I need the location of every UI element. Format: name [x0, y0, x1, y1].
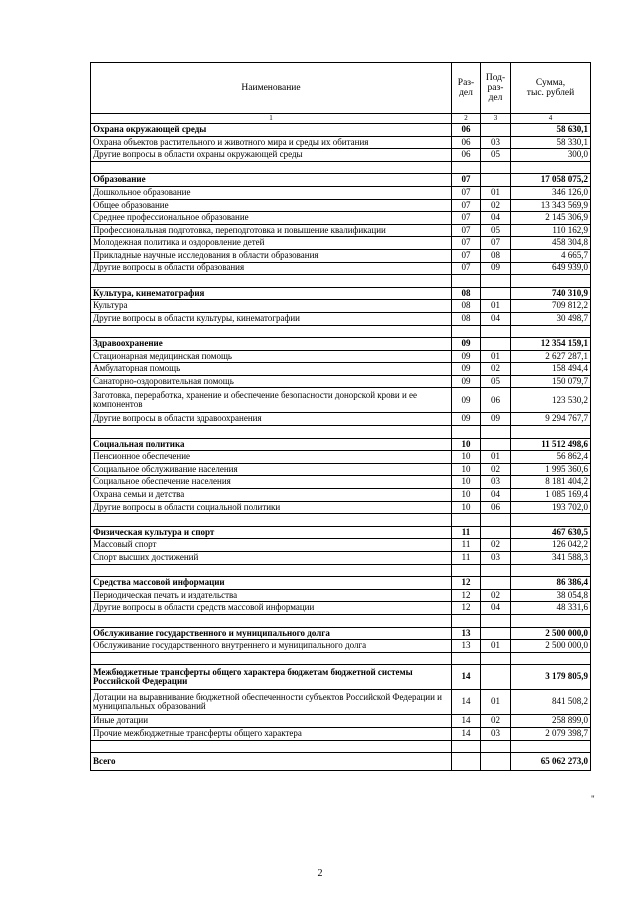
row-subsection: 01 — [481, 690, 511, 715]
table-row — [91, 727, 591, 740]
row-name: Прикладные научные исследования в области образования — [91, 249, 452, 262]
row-name: Периодическая печать и издательства — [91, 589, 452, 602]
table-row — [91, 224, 591, 237]
row-subsection: 01 — [481, 186, 511, 199]
row-subsection: 05 — [481, 149, 511, 162]
header-section: Раз- дел — [452, 63, 481, 114]
row-sum: 341 588,3 — [511, 552, 591, 565]
section-total-row — [91, 665, 591, 690]
header-subsection: Под- раз- дел — [481, 63, 511, 114]
table-row — [91, 640, 591, 653]
section-total-row — [91, 338, 591, 351]
row-section: 07 — [452, 199, 481, 212]
table-row — [91, 715, 591, 728]
row-sum: 13 343 569,9 — [511, 199, 591, 212]
empty-cell — [91, 325, 452, 338]
section-total-row — [91, 438, 591, 451]
empty-cell — [481, 614, 511, 627]
row-name: Культура, кинематография — [91, 287, 452, 300]
row-section: 12 — [452, 589, 481, 602]
row-subsection: 01 — [481, 300, 511, 313]
empty-cell — [511, 275, 591, 288]
row-sum: 2 079 398,7 — [511, 727, 591, 740]
table-row — [91, 149, 591, 162]
row-subsection — [481, 124, 511, 137]
row-section: 14 — [452, 690, 481, 715]
row-name: Дотации на выравнивание бюджетной обеспеченности субъектов Российской Федерации и муниципальных образований — [91, 690, 452, 715]
row-sum: 258 899,0 — [511, 715, 591, 728]
empty-cell — [91, 161, 452, 174]
spacer-row — [91, 614, 591, 627]
row-name: Обслуживание государственного внутреннего и муниципального долга — [91, 640, 452, 653]
row-section: 07 — [452, 262, 481, 275]
row-sum: 2 500 000,0 — [511, 640, 591, 653]
empty-cell — [481, 275, 511, 288]
row-sum: 2 145 306,9 — [511, 212, 591, 225]
row-name: Санаторно-оздоровительная помощь — [91, 375, 452, 388]
row-subsection: 04 — [481, 602, 511, 615]
row-sum: 17 058 075,2 — [511, 174, 591, 187]
row-section: 07 — [452, 174, 481, 187]
empty-cell — [452, 161, 481, 174]
row-section: 07 — [452, 237, 481, 250]
empty-cell — [452, 325, 481, 338]
row-name: Другие вопросы в области средств массовой информации — [91, 602, 452, 615]
row-subsection: 03 — [481, 136, 511, 149]
row-subsection: 08 — [481, 249, 511, 262]
table-row — [91, 262, 591, 275]
table-row — [91, 413, 591, 426]
grand-total-row — [91, 753, 591, 771]
row-sum: 841 508,2 — [511, 690, 591, 715]
row-subsection: 04 — [481, 312, 511, 325]
row-subsection: 01 — [481, 451, 511, 464]
empty-cell — [481, 325, 511, 338]
row-sum: 709 812,2 — [511, 300, 591, 313]
row-sum: 12 354 159,1 — [511, 338, 591, 351]
section-total-row — [91, 287, 591, 300]
empty-cell — [481, 740, 511, 753]
spacer-row — [91, 740, 591, 753]
row-sum: 458 304,8 — [511, 237, 591, 250]
spacer-row — [91, 652, 591, 665]
page-number: 2 — [317, 868, 323, 879]
column-number: 1 — [91, 114, 452, 124]
table-row — [91, 237, 591, 250]
row-name: Дошкольное образование — [91, 186, 452, 199]
row-name: Амбулаторная помощь — [91, 363, 452, 376]
row-name: Другие вопросы в области образования — [91, 262, 452, 275]
row-section: 10 — [452, 501, 481, 514]
row-subsection — [481, 338, 511, 351]
column-number: 2 — [452, 114, 481, 124]
row-subsection: 02 — [481, 199, 511, 212]
row-section: 09 — [452, 388, 481, 413]
row-subsection: 01 — [481, 350, 511, 363]
row-section: 13 — [452, 640, 481, 653]
row-name: Стационарная медицинская помощь — [91, 350, 452, 363]
row-sum: 740 310,9 — [511, 287, 591, 300]
table-row — [91, 249, 591, 262]
row-section: 14 — [452, 727, 481, 740]
spacer-row — [91, 325, 591, 338]
row-name: Социальное обеспечение населения — [91, 476, 452, 489]
row-name: Здравоохранение — [91, 338, 452, 351]
table-row — [91, 363, 591, 376]
row-section: 12 — [452, 602, 481, 615]
row-section: 09 — [452, 350, 481, 363]
row-subsection: 02 — [481, 715, 511, 728]
row-section: 10 — [452, 489, 481, 502]
row-sum: 58 630,1 — [511, 124, 591, 137]
row-name: Социальное обслуживание населения — [91, 463, 452, 476]
empty-cell — [481, 564, 511, 577]
row-section: 07 — [452, 212, 481, 225]
table-row — [91, 199, 591, 212]
section-total-row — [91, 577, 591, 590]
row-name: Массовый спорт — [91, 539, 452, 552]
budget-table-body — [91, 63, 591, 771]
table-row — [91, 539, 591, 552]
row-name: Охрана семьи и детства — [91, 489, 452, 502]
row-name: Образование — [91, 174, 452, 187]
table-row — [91, 501, 591, 514]
row-sum: 649 939,0 — [511, 262, 591, 275]
row-subsection: 09 — [481, 413, 511, 426]
row-section: 07 — [452, 249, 481, 262]
row-name: Прочие межбюджетные трансферты общего характера — [91, 727, 452, 740]
row-section: 11 — [452, 539, 481, 552]
row-sum: 150 079,7 — [511, 375, 591, 388]
empty-cell — [452, 514, 481, 527]
spacer-row — [91, 275, 591, 288]
empty-cell — [511, 514, 591, 527]
row-sum: 1 085 169,4 — [511, 489, 591, 502]
table-row — [91, 476, 591, 489]
row-section: 09 — [452, 375, 481, 388]
empty-cell — [511, 426, 591, 439]
empty-cell — [511, 161, 591, 174]
row-section: 09 — [452, 413, 481, 426]
row-subsection: 02 — [481, 589, 511, 602]
row-section: 09 — [452, 338, 481, 351]
row-sum: 65 062 273,0 — [511, 753, 591, 771]
table-row — [91, 489, 591, 502]
empty-cell — [91, 652, 452, 665]
row-name: Профессиональная подготовка, переподготовка и повышение квалификации — [91, 224, 452, 237]
empty-cell — [481, 514, 511, 527]
row-name: Физическая культура и спорт — [91, 526, 452, 539]
row-name: Социальная политика — [91, 438, 452, 451]
row-subsection: 04 — [481, 212, 511, 225]
column-number: 3 — [481, 114, 511, 124]
empty-cell — [481, 426, 511, 439]
row-subsection: 04 — [481, 489, 511, 502]
row-section: 10 — [452, 463, 481, 476]
table-row — [91, 589, 591, 602]
empty-cell — [511, 325, 591, 338]
row-subsection — [481, 627, 511, 640]
empty-cell — [452, 426, 481, 439]
row-sum: 2 627 287,1 — [511, 350, 591, 363]
row-subsection: 03 — [481, 552, 511, 565]
row-sum: 2 500 000,0 — [511, 627, 591, 640]
section-total-row — [91, 627, 591, 640]
row-sum: 300,0 — [511, 149, 591, 162]
row-section: 11 — [452, 526, 481, 539]
row-sum: 56 862,4 — [511, 451, 591, 464]
empty-cell — [481, 161, 511, 174]
table-row — [91, 350, 591, 363]
row-section: 06 — [452, 124, 481, 137]
row-subsection: 06 — [481, 388, 511, 413]
table-row — [91, 463, 591, 476]
table-row — [91, 552, 591, 565]
closing-quote-mark: " — [591, 794, 595, 804]
empty-cell — [91, 514, 452, 527]
row-section: 13 — [452, 627, 481, 640]
empty-cell — [452, 275, 481, 288]
row-subsection: 01 — [481, 640, 511, 653]
row-sum: 11 512 498,6 — [511, 438, 591, 451]
row-sum: 48 331,6 — [511, 602, 591, 615]
table-header-row — [91, 63, 591, 114]
row-subsection — [481, 174, 511, 187]
empty-cell — [511, 652, 591, 665]
row-section: 07 — [452, 186, 481, 199]
row-name: Культура — [91, 300, 452, 313]
row-subsection: 06 — [481, 501, 511, 514]
section-total-row — [91, 174, 591, 187]
empty-cell — [511, 740, 591, 753]
row-section: 10 — [452, 438, 481, 451]
row-section — [452, 753, 481, 771]
row-sum: 158 494,4 — [511, 363, 591, 376]
table-row — [91, 300, 591, 313]
column-number: 4 — [511, 114, 591, 124]
section-total-row — [91, 526, 591, 539]
spacer-row — [91, 161, 591, 174]
row-section: 06 — [452, 136, 481, 149]
row-section: 07 — [452, 224, 481, 237]
row-sum: 123 530,2 — [511, 388, 591, 413]
row-subsection: 02 — [481, 363, 511, 376]
row-subsection: 02 — [481, 463, 511, 476]
row-section: 12 — [452, 577, 481, 590]
empty-cell — [452, 740, 481, 753]
row-sum: 467 630,5 — [511, 526, 591, 539]
row-name: Всего — [91, 753, 452, 771]
row-name: Межбюджетные трансферты общего характера бюджетам бюджетной системы Российской Федерации — [91, 665, 452, 690]
empty-cell — [452, 614, 481, 627]
row-name: Иные дотации — [91, 715, 452, 728]
row-sum: 346 126,0 — [511, 186, 591, 199]
row-name: Другие вопросы в области социальной политики — [91, 501, 452, 514]
row-sum: 8 181 404,2 — [511, 476, 591, 489]
row-sum: 58 330,1 — [511, 136, 591, 149]
row-section: 11 — [452, 552, 481, 565]
table-row — [91, 388, 591, 413]
row-name: Общее образование — [91, 199, 452, 212]
row-section: 06 — [452, 149, 481, 162]
empty-cell — [452, 652, 481, 665]
row-name: Молодежная политика и оздоровление детей — [91, 237, 452, 250]
row-name: Заготовка, переработка, хранение и обеспечение безопасности донорской крови и ее компонентов — [91, 388, 452, 413]
table-row — [91, 186, 591, 199]
row-subsection — [481, 753, 511, 771]
table-row — [91, 690, 591, 715]
spacer-row — [91, 426, 591, 439]
table-row — [91, 602, 591, 615]
row-name: Охрана окружающей среды — [91, 124, 452, 137]
row-name: Другие вопросы в области культуры, кинематографии — [91, 312, 452, 325]
row-section: 08 — [452, 300, 481, 313]
table-row — [91, 375, 591, 388]
empty-cell — [481, 652, 511, 665]
row-section: 14 — [452, 665, 481, 690]
row-subsection — [481, 577, 511, 590]
row-name: Обслуживание государственного и муниципального долга — [91, 627, 452, 640]
empty-cell — [91, 614, 452, 627]
row-subsection: 05 — [481, 375, 511, 388]
row-sum: 4 665,7 — [511, 249, 591, 262]
row-subsection — [481, 526, 511, 539]
row-subsection — [481, 665, 511, 690]
empty-cell — [91, 275, 452, 288]
row-subsection: 02 — [481, 539, 511, 552]
row-subsection: 03 — [481, 727, 511, 740]
row-section: 10 — [452, 451, 481, 464]
row-section: 08 — [452, 312, 481, 325]
row-sum: 3 179 805,9 — [511, 665, 591, 690]
row-name: Средства массовой информации — [91, 577, 452, 590]
row-section: 14 — [452, 715, 481, 728]
header-name: Наименование — [91, 63, 452, 114]
row-sum: 193 702,0 — [511, 501, 591, 514]
empty-cell — [511, 564, 591, 577]
row-name: Другие вопросы в области охраны окружающей среды — [91, 149, 452, 162]
row-subsection — [481, 287, 511, 300]
table-row — [91, 451, 591, 464]
row-name: Охрана объектов растительного и животного мира и среды их обитания — [91, 136, 452, 149]
row-name: Среднее профессиональное образование — [91, 212, 452, 225]
empty-cell — [511, 614, 591, 627]
table-row — [91, 312, 591, 325]
row-subsection: 05 — [481, 224, 511, 237]
table-row — [91, 212, 591, 225]
empty-cell — [452, 564, 481, 577]
row-sum: 126 042,2 — [511, 539, 591, 552]
row-name: Спорт высших достижений — [91, 552, 452, 565]
row-sum: 1 995 360,6 — [511, 463, 591, 476]
section-total-row — [91, 124, 591, 137]
empty-cell — [91, 564, 452, 577]
row-subsection: 09 — [481, 262, 511, 275]
budget-table — [90, 62, 591, 771]
spacer-row — [91, 514, 591, 527]
empty-cell — [91, 426, 452, 439]
empty-cell — [91, 740, 452, 753]
row-sum: 38 054,8 — [511, 589, 591, 602]
row-section: 08 — [452, 287, 481, 300]
row-subsection — [481, 438, 511, 451]
row-name: Другие вопросы в области здравоохранения — [91, 413, 452, 426]
row-sum: 110 162,9 — [511, 224, 591, 237]
column-number-row — [91, 114, 591, 124]
row-subsection: 07 — [481, 237, 511, 250]
header-sum: Сумма, тыс. рублей — [511, 63, 591, 114]
row-subsection: 03 — [481, 476, 511, 489]
table-row — [91, 136, 591, 149]
row-sum: 86 386,4 — [511, 577, 591, 590]
row-sum: 30 498,7 — [511, 312, 591, 325]
row-section: 09 — [452, 363, 481, 376]
row-section: 10 — [452, 476, 481, 489]
row-sum: 9 294 767,7 — [511, 413, 591, 426]
row-name: Пенсионное обеспечение — [91, 451, 452, 464]
spacer-row — [91, 564, 591, 577]
